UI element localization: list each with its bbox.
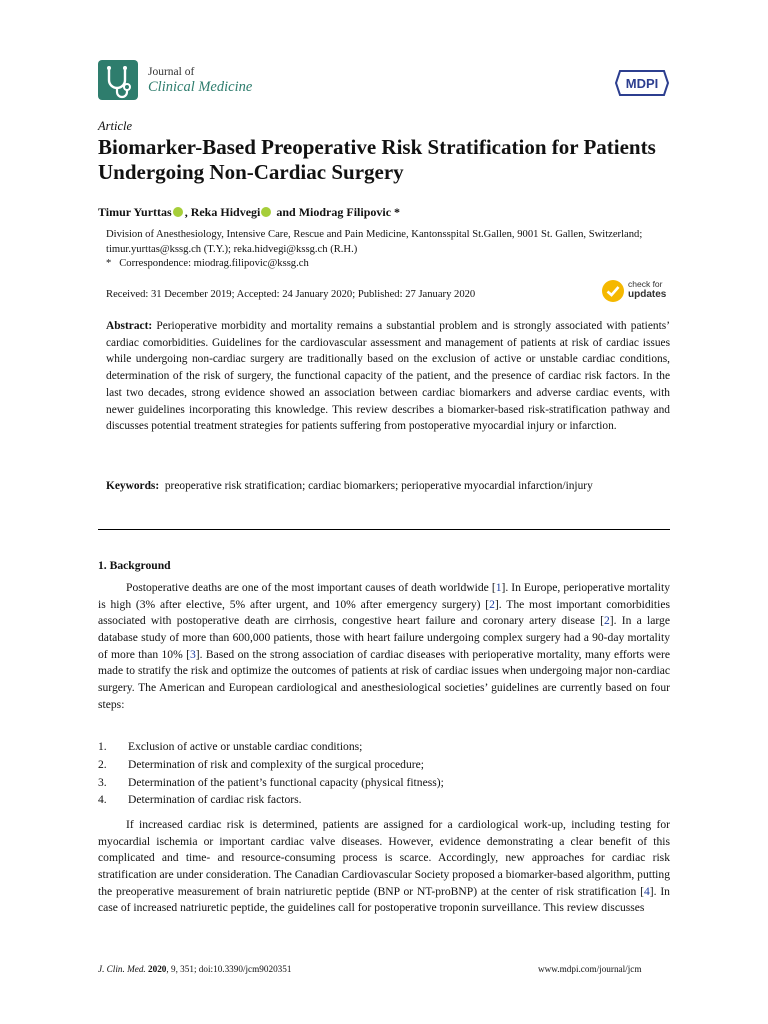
- citation-link[interactable]: 2: [604, 614, 610, 628]
- check-for-updates-badge[interactable]: [601, 278, 681, 304]
- list-item: [98, 738, 670, 756]
- footer-year: 2020: [148, 964, 167, 974]
- text-run: Postoperative deaths are one of the most important causes of death worldwide [: [126, 581, 496, 594]
- article-type: Article: [98, 119, 133, 133]
- author-separator: and: [273, 205, 299, 219]
- citation-link[interactable]: 2: [489, 597, 495, 611]
- journal-of-label: Journal of: [148, 66, 195, 78]
- stethoscope-icon: [98, 60, 138, 100]
- list-text: Determination of risk and complexity of the surgical procedure;: [128, 758, 424, 772]
- abstract-text: Perioperative morbidity and mortality remains a substantial problem and is strongly associated with patients’ cardiac comorbidities. Guidelines for the cardiovascular assessment and management of patients at risk of cardiac issues while undergoing non-cardiac surgery are traditionally based on the exclusion of active or unstable cardiac conditions, determination of the risk of surgery, the functional capacity of the patient, and the presence of cardiac risk factors. In the last two decades, strong evidence showed an association between cardiac biomarkers and adverse cardiac events, with newer guidelines incorporating this knowledge. This review describes a biomarker-based risk-stratification pathway and discusses potential treatment strategies for patients suffering from postoperative myocardial injury or infarction.: [106, 320, 670, 433]
- footer-url[interactable]: www.mdpi.com/journal/jcm: [538, 964, 642, 974]
- publication-dates: Received: 31 December 2019; Accepted: 24 January 2020; Published: 27 January 2020: [106, 289, 476, 300]
- text-run: ]. In a large database study of more than 600,000 patients, those with heart failure undergoing complex surgery had a 90-day mortality of more than 10% [: [98, 614, 670, 661]
- author-name[interactable]: Reka Hidvegi: [190, 205, 261, 219]
- list-text: Exclusion of active or unstable cardiac conditions;: [128, 740, 363, 754]
- text-run: If increased cardiac risk is determined, patients are assigned for a cardiological work-up, including testing for myocardial ischemia or important cardiac valve diseases. However, evidence demonstrating a clear benefit of this complicated and time- and resource-consuming process is scarce. Accordingly, new approaches for cardiac risk stratification are under consideration. The Canadian Cardiovascular Society proposed a biomarker-based algorithm, putting the preoperative measurement of brain natriuretic peptide (BNP or NT-proBNP) at the center of risk stratification [: [98, 818, 670, 898]
- list-number: 2.: [98, 758, 107, 772]
- citation-link[interactable]: 1: [495, 581, 502, 594]
- text-run: ]. In case of increased natriuretic peptide, the guidelines call for postoperative troponin surveillance. This review discusses: [98, 884, 670, 915]
- author-separator: ,: [184, 205, 191, 219]
- keywords-label: Keywords:: [106, 480, 160, 492]
- list-number: 1.: [98, 740, 107, 754]
- journal-name: Clinical Medicine: [148, 79, 253, 95]
- abstract: [106, 318, 670, 435]
- mdpi-logo[interactable]: [614, 68, 670, 98]
- citation-link[interactable]: 4: [643, 884, 650, 898]
- paragraph: [98, 817, 670, 917]
- author-name[interactable]: Miodrag Filipovic *: [298, 205, 401, 219]
- check-updates-line2: updates: [628, 289, 667, 300]
- paragraph: [98, 580, 670, 713]
- divider: [98, 529, 670, 530]
- author-name[interactable]: Timur Yurttas: [98, 205, 172, 219]
- section-heading: 1. Background: [98, 559, 171, 572]
- article-title: Biomarker-Based Preoperative Risk Stratification for Patients Undergoing Non-Cardiac Surgery: [98, 135, 656, 184]
- orcid-icon[interactable]: [261, 207, 271, 217]
- footer-journal: J. Clin. Med.: [98, 964, 146, 974]
- list-item: [98, 773, 670, 791]
- svg-text:MDPI: MDPI: [625, 76, 659, 91]
- text-run: ]. In Europe, perioperative mortality is high (3% after elective, 5% after urgent, and 10% after emergency surgery) [: [98, 581, 670, 611]
- affiliation: Division of Anesthesiology, Intensive Care, Rescue and Pain Medicine, Kantonsspital St.Gallen, 9001 St. Gallen, Switzerland; timur.yurttas@kssg.ch (T.Y.); reka.hidvegi@kssg.ch (R.H.): [106, 229, 643, 255]
- footer-doi[interactable]: , 9, 351; doi:10.3390/jcm9020351: [166, 964, 292, 974]
- author-list: [98, 205, 400, 220]
- citation-link[interactable]: 3: [189, 647, 196, 661]
- text-run: ]. The most important comorbidities associated with postoperative death are cirrhosis, congestive heart failure and coronary artery disease [: [98, 597, 670, 628]
- list-number: 4.: [98, 793, 107, 807]
- list-item: [98, 756, 670, 774]
- abstract-label: Abstract:: [106, 320, 153, 332]
- list-text: Determination of the patient’s functional capacity (physical fitness);: [128, 775, 444, 789]
- numbered-list: [98, 738, 670, 809]
- keywords-text: preoperative risk stratification; cardiac biomarkers; perioperative myocardial infarction/injury: [159, 480, 593, 492]
- list-number: 3.: [98, 775, 107, 789]
- footer-citation: [98, 964, 291, 974]
- check-updates-line1: check for: [628, 279, 663, 289]
- text-run: ]. Based on the strong association of cardiac diseases with perioperative mortality, many efforts were made to stratify the risk and optimize the outcomes of patients at risk of cardiac issues when undergoing major non-cardiac surgery. The American and European cardiological and anesthesiological societies’ guidelines are currently based on four steps:: [98, 647, 670, 711]
- check-updates-icon: [601, 279, 625, 303]
- orcid-icon[interactable]: [173, 207, 183, 217]
- list-item: [98, 791, 670, 809]
- list-text: Determination of cardiac risk factors.: [128, 793, 302, 807]
- keywords: [106, 478, 670, 495]
- correspondence: * Correspondence: miodrag.filipovic@kssg.ch: [106, 258, 309, 269]
